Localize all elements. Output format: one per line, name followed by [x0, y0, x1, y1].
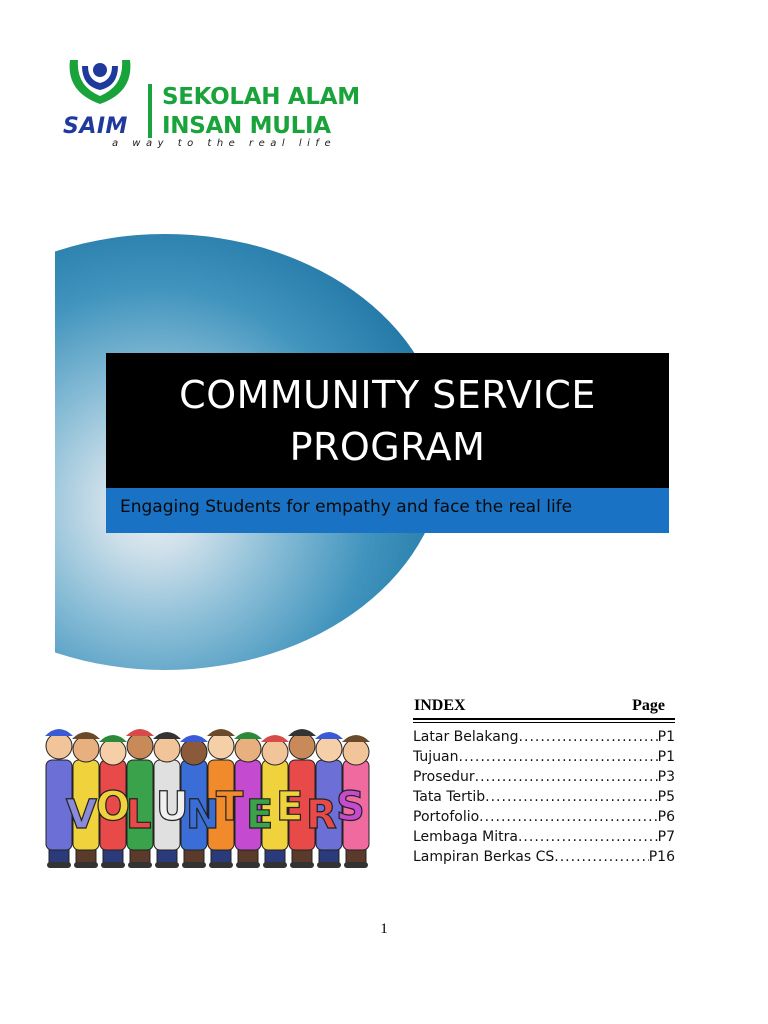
index-row [413, 827, 675, 847]
index-row [413, 727, 675, 747]
dot-leader [519, 729, 658, 745]
dot-leader [479, 809, 657, 825]
subtitle: Engaging Students for empathy and face the real life [120, 497, 573, 517]
volunteers-letter: O [96, 784, 131, 830]
title-banner [106, 353, 669, 488]
index-row [413, 847, 675, 867]
page-title [179, 369, 596, 473]
school-logo [60, 52, 380, 152]
index-item-page: P5 [657, 789, 675, 805]
volunteers-illustration [44, 722, 394, 872]
index-row [413, 787, 675, 807]
index-item-label: Tata Tertib [413, 789, 486, 805]
dot-leader [485, 789, 658, 805]
index-item-page: P3 [657, 769, 675, 785]
saim-emblem-icon [60, 52, 140, 120]
dot-leader [459, 749, 658, 765]
logo-name-line2: INSAN MULIA [162, 113, 331, 139]
volunteers-letter: U [156, 784, 189, 830]
logo-tagline: a way to the real life [112, 138, 337, 149]
index-item-page: P6 [657, 809, 675, 825]
volunteers-letter: L [126, 792, 152, 838]
table-of-contents [413, 697, 675, 865]
index-row [413, 747, 675, 767]
index-item-label: Prosedur [413, 769, 475, 785]
index-heading: INDEX [414, 697, 466, 714]
index-item-page: P7 [657, 829, 675, 845]
volunteers-letter: E [246, 792, 274, 838]
index-item-page: P1 [657, 749, 675, 765]
index-item-label: Latar Belakang [413, 729, 519, 745]
index-item-page: P16 [648, 849, 675, 865]
logo-name-line1: SEKOLAH ALAM [162, 84, 360, 110]
volunteers-letter: R [306, 792, 337, 838]
page-heading: Page [632, 697, 665, 714]
index-header [413, 697, 675, 719]
volunteers-letter: N [186, 792, 220, 838]
subtitle-banner [106, 488, 669, 533]
index-item-label: Lampiran Berkas CS [413, 849, 555, 865]
index-item-label: Tujuan [413, 749, 459, 765]
index-item-label: Portofolio [413, 809, 480, 825]
index-row [413, 767, 675, 787]
index-row [413, 807, 675, 827]
logo-abbreviation: SAIM [63, 114, 128, 139]
index-rule [413, 718, 675, 720]
page-number: 1 [380, 921, 388, 937]
volunteers-letter: S [336, 784, 365, 830]
title-line2: PROGRAM [289, 424, 486, 469]
volunteers-letter: E [276, 784, 304, 830]
volunteers-letter: V [66, 792, 97, 838]
index-item-page: P1 [657, 729, 675, 745]
index-rule-thin [413, 722, 675, 723]
logo-divider [148, 84, 152, 138]
dot-leader [518, 829, 658, 845]
index-item-label: Lembaga Mitra [413, 829, 518, 845]
volunteers-letter: T [216, 784, 244, 830]
title-line1: COMMUNITY SERVICE [179, 372, 596, 417]
dot-leader [554, 849, 648, 865]
index-list [413, 727, 675, 867]
dot-leader [475, 769, 658, 785]
